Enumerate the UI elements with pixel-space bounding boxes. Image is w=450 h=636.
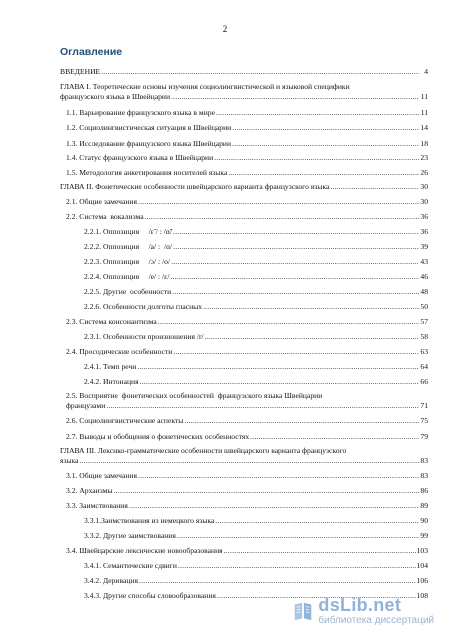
dot-leader xyxy=(228,168,419,178)
dot-leader xyxy=(101,67,419,77)
watermark xyxy=(292,596,434,626)
toc-page-number: 11 xyxy=(420,91,428,101)
toc-entry-title: 2.4.2. Интонация xyxy=(84,377,139,386)
toc-page-number: 75 xyxy=(420,416,428,425)
toc-entry-title: 2.2.1. Оппозиция /ɛ̃ / : /ɑ̃/ xyxy=(84,227,172,236)
dot-leader xyxy=(172,287,419,297)
toc-entry-title: 3.4. Швейцарские лексические новообразования xyxy=(66,546,223,555)
page-number: 2 xyxy=(222,24,228,34)
toc-page-number: 108 xyxy=(416,591,428,600)
toc-entry-title: 2.3.1. Особенности произношения /r/ xyxy=(84,332,204,341)
toc-entry-title: ГЛАВА I. Теоретические основы изучения социолингвистической и языковой специфики xyxy=(60,82,350,91)
toc-page-number: 4 xyxy=(424,67,428,76)
toc-entry-title: 3.3.2. Другие заимствования xyxy=(84,531,176,540)
toc-entry[interactable] xyxy=(84,302,428,312)
toc-entry-title: 2.5. Восприятие фонетических особенностей французского языка Швейцарии xyxy=(66,391,323,400)
toc-entry[interactable] xyxy=(66,317,428,327)
toc-entry-title: 2.6. Социолингвистические аспекты xyxy=(66,416,184,425)
toc-page-number: 39 xyxy=(420,242,428,251)
toc-page-number: 11 xyxy=(420,108,428,117)
dot-leader xyxy=(80,456,419,466)
dot-leader xyxy=(224,546,416,556)
toc-entry[interactable] xyxy=(84,332,428,342)
toc-entry-title: 3.4.3. Другие способы словообразования xyxy=(84,591,216,600)
toc-page-number: 86 xyxy=(420,486,428,495)
toc-entry[interactable] xyxy=(84,272,428,282)
toc-entry[interactable] xyxy=(60,82,428,101)
toc-entry[interactable] xyxy=(66,139,428,149)
toc-entry-title: ГЛАВА III. Лексико-грамматические особенности швейцарского варианта французского xyxy=(60,446,347,455)
toc-entry[interactable] xyxy=(84,227,428,237)
dot-leader xyxy=(137,362,419,372)
dot-leader xyxy=(170,272,419,282)
toc-entry-title: ГЛАВА II. Фонетические особенности швейцарского варианта французского языка xyxy=(60,182,330,191)
toc-page-number: 83 xyxy=(420,471,428,480)
toc-page-number: 63 xyxy=(420,347,428,356)
toc-entry[interactable] xyxy=(66,391,428,410)
dot-leader xyxy=(173,347,419,357)
toc-entry[interactable] xyxy=(66,212,428,222)
toc-entry[interactable] xyxy=(84,531,428,541)
dot-leader xyxy=(129,501,419,511)
toc-entry[interactable] xyxy=(66,471,428,481)
toc-entry[interactable] xyxy=(66,108,428,118)
toc-entry-title: 1.4. Статус французского языка в Швейцарии xyxy=(66,153,214,162)
toc-page-number: 36 xyxy=(420,212,428,221)
toc-entry-title: 2.3. Система консонантизма xyxy=(66,317,157,326)
dot-leader xyxy=(232,139,419,149)
dot-leader xyxy=(138,197,419,207)
toc-entry-title: 1.3. Исследование французского языка Швейцарии xyxy=(66,139,232,148)
dot-leader xyxy=(106,401,419,411)
toc-entry-title: французского языка в Швейцарии xyxy=(60,91,171,101)
toc-entry[interactable] xyxy=(66,347,428,357)
toc-entry[interactable] xyxy=(66,168,428,178)
toc-page-number: 71 xyxy=(420,400,428,410)
toc-page-number: 57 xyxy=(420,317,428,326)
toc-entry[interactable] xyxy=(84,576,428,586)
toc-entry-title: 1.2. Социолингвистическая ситуация в Швейцарии xyxy=(66,123,232,132)
toc-page-number: 18 xyxy=(420,139,428,148)
dot-leader xyxy=(250,432,419,442)
dot-leader xyxy=(178,561,416,571)
toc-page-number: 89 xyxy=(420,501,428,510)
toc-entry-title: 3.4.1. Семантические сдвиги xyxy=(84,561,177,570)
watermark-subtitle: библиотека диссертаций xyxy=(318,615,434,626)
toc-entry[interactable] xyxy=(60,67,428,77)
toc-entry-title: 2.2. Система вокализма xyxy=(66,212,144,221)
dot-leader xyxy=(138,471,419,481)
toc-entry-title: 2.4.1. Темп речи xyxy=(84,362,137,371)
toc-entry[interactable] xyxy=(66,153,428,163)
toc-entry-title: 3.3. Заимствования xyxy=(66,501,128,510)
toc-entry[interactable] xyxy=(60,182,428,192)
toc-entry-title: 2.2.5. Другие особенности xyxy=(84,287,172,296)
toc-entry-title: 2.4. Просодические особенности xyxy=(66,347,173,356)
toc-page-number: 64 xyxy=(420,362,428,371)
toc-entry-title: 2.7. Выводы и обобщения о фонетических особенностях xyxy=(66,432,250,441)
toc-entry-title: 2.2.6. Особенности долготы гласных xyxy=(84,302,203,311)
book-icon xyxy=(292,600,314,622)
toc-page-number: 90 xyxy=(420,516,428,525)
dot-leader xyxy=(158,317,419,327)
toc-page-number: 14 xyxy=(420,123,428,132)
dot-leader xyxy=(171,257,419,267)
toc-entry-title: 1.5. Методология анкетирования носителей языка xyxy=(66,168,228,177)
toc-entry-title: 2.2.3. Оппозиция /ɔ/ : /o/ xyxy=(84,257,171,266)
dot-leader xyxy=(114,486,419,496)
toc-entry[interactable] xyxy=(66,486,428,496)
toc-entry-title: 3.4.2. Деривация xyxy=(84,576,138,585)
dot-leader xyxy=(184,416,419,426)
toc-entry-title: 2.1. Общие замечания xyxy=(66,197,137,206)
toc-page-number: 99 xyxy=(420,531,428,540)
toc-entry-title: 3.3.1.Заимствования из немецкого языка xyxy=(84,516,215,525)
toc-page-number: 103 xyxy=(416,546,428,555)
toc-entry-title: 2.2.4. Оппозиция /e/ : /ɛ/ xyxy=(84,272,170,281)
toc-page-number: 26 xyxy=(420,168,428,177)
toc-page-number: 83 xyxy=(420,455,428,465)
toc-entry[interactable] xyxy=(66,416,428,426)
toc-entry[interactable] xyxy=(60,446,428,465)
toc-entry[interactable] xyxy=(84,242,428,252)
toc-entry[interactable] xyxy=(84,362,428,372)
toc-page-number: 66 xyxy=(420,377,428,386)
toc-entry-title: 1.1. Варьирование французского языка в мире xyxy=(66,108,215,117)
toc-entry[interactable] xyxy=(84,257,428,267)
toc-entry-title: 3.1. Общие замечания xyxy=(66,471,137,480)
dot-leader xyxy=(173,227,419,237)
toc-page-number: 23 xyxy=(420,153,428,162)
toc-entry-title: языка xyxy=(60,455,79,465)
toc-page-number: 36 xyxy=(420,227,428,236)
dot-leader xyxy=(140,377,419,387)
dot-leader xyxy=(177,531,419,541)
toc-page-number: 30 xyxy=(420,197,428,206)
toc-page-number: 50 xyxy=(420,302,428,311)
toc-page-number: 106 xyxy=(416,576,428,585)
toc-entry[interactable] xyxy=(84,561,428,571)
toc-entry[interactable] xyxy=(66,546,428,556)
dot-leader xyxy=(232,123,419,133)
dot-leader xyxy=(173,242,419,252)
toc-entry[interactable] xyxy=(66,197,428,207)
toc-entry-title: французами xyxy=(66,400,106,410)
watermark-brand: dsLib.net xyxy=(318,595,402,615)
toc-page-number: 58 xyxy=(420,332,428,341)
toc-title: Оглавление xyxy=(60,46,123,58)
toc-entry[interactable] xyxy=(84,287,428,297)
toc-entry[interactable] xyxy=(84,516,428,526)
toc-entry[interactable] xyxy=(84,377,428,387)
dot-leader xyxy=(214,153,419,163)
toc-page-number: 79 xyxy=(420,432,428,441)
dot-leader xyxy=(139,576,416,586)
dot-leader xyxy=(205,332,419,342)
dot-leader xyxy=(203,302,419,312)
toc-entry[interactable] xyxy=(66,123,428,133)
toc-page-number: 43 xyxy=(420,257,428,266)
dot-leader xyxy=(171,92,419,102)
toc-page-number: 104 xyxy=(416,561,428,570)
toc-entry-title: 2.2.2. Оппозиция /a/ : /ɑ/ xyxy=(84,242,173,251)
toc-entry[interactable] xyxy=(66,432,428,442)
toc-page-number: 46 xyxy=(420,272,428,281)
toc-entry[interactable] xyxy=(66,501,428,511)
toc-entry-title: ВВЕДЕНИЕ xyxy=(60,67,101,76)
dot-leader xyxy=(330,182,419,192)
toc-page-number: 48 xyxy=(420,287,428,296)
dot-leader xyxy=(215,516,419,526)
toc-entry-title: 3.2. Архаизмы xyxy=(66,486,113,495)
dot-leader xyxy=(145,212,419,222)
toc-page-number: 30 xyxy=(420,182,428,191)
dot-leader xyxy=(216,108,419,118)
